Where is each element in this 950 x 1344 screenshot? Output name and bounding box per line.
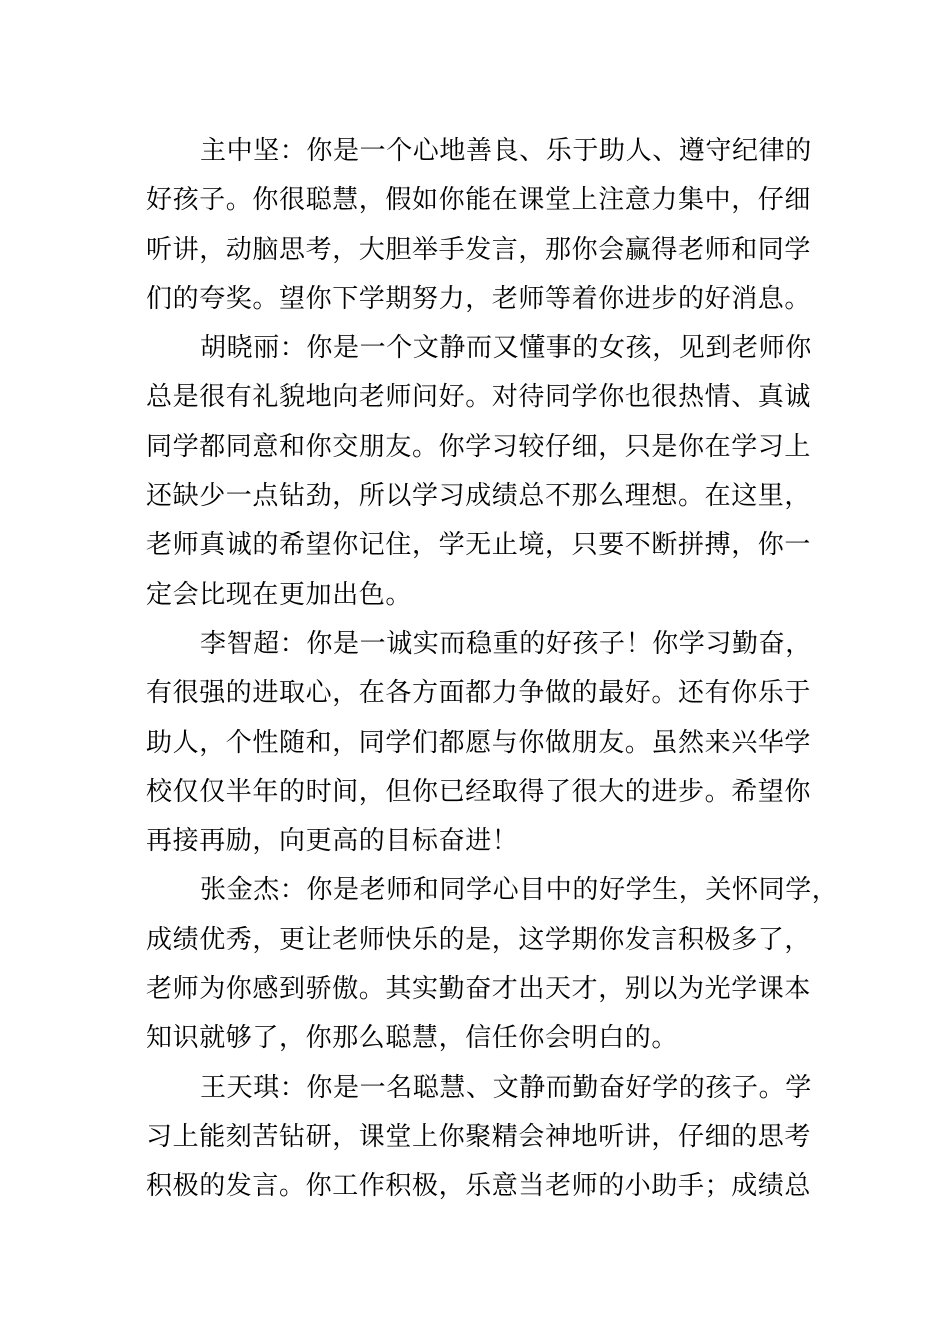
text-line: 主中坚：你是一个心地善良、乐于助人、遵守纪律的 <box>200 136 812 166</box>
text-line: 张金杰：你是老师和同学心目中的好学生，关怀同学， <box>200 875 839 906</box>
text-line: 知识就够了，你那么聪慧，信任你会明白的。 <box>146 1023 679 1054</box>
text-line: 同学都同意和你交朋友。你学习较仔细，只是你在学习上 <box>146 431 812 462</box>
paragraph-zhang-jinjie <box>146 866 839 1063</box>
paragraph-li-zhichao <box>146 620 826 866</box>
text-line: 有很强的进取心，在各方面都力争做的最好。还有你乐于 <box>146 678 812 709</box>
paragraph-wang-tianqi <box>146 1064 826 1212</box>
text-line: 老师为你感到骄傲。其实勤奋才出天才，别以为光学课本 <box>146 974 812 1005</box>
text-line: 定会比现在更加出色。 <box>146 579 413 610</box>
text-line: 再接再励，向更高的目标奋进！ <box>146 826 519 857</box>
text-line: 助人，个性随和，同学们都愿与你做朋友。虽然来兴华学 <box>146 727 812 758</box>
text-line: 胡晓丽：你是一个文静而又懂事的女孩，见到老师你 <box>200 333 812 364</box>
text-line: 听讲，动脑思考，大胆举手发言，那你会赢得老师和同学 <box>146 234 812 265</box>
text-line: 习上能刻苦钻研，课堂上你聚精会神地听讲，仔细的思考 <box>146 1121 812 1152</box>
text-line: 好孩子。你很聪慧，假如你能在课堂上注意力集中，仔细 <box>146 185 812 216</box>
text-line: 成绩优秀，更让老师快乐的是，这学期你发言积极多了， <box>146 924 812 955</box>
text-line: 王天琪：你是一名聪慧、文静而勤奋好学的孩子。学 <box>200 1072 812 1103</box>
paragraph-zhu-zhongjian <box>146 127 826 324</box>
text-line: 老师真诚的希望你记住，学无止境，只要不断拼搏，你一 <box>146 530 812 561</box>
text-line: 积极的发言。你工作积极，乐意当老师的小助手；成绩总 <box>146 1171 812 1202</box>
document-body <box>146 127 839 1212</box>
text-line: 还缺少一点钻劲，所以学习成绩总不那么理想。在这里， <box>146 481 812 512</box>
text-line: 总是很有礼貌地向老师问好。对待同学你也很热情、真诚 <box>146 382 812 413</box>
text-line: 们的夸奖。望你下学期努力，老师等着你进步的好消息。 <box>146 283 812 314</box>
paragraph-hu-xiaoli <box>146 324 826 620</box>
text-line: 李智超：你是一诚实而稳重的好孩子！你学习勤奋， <box>200 628 812 659</box>
text-line: 校仅仅半年的时间，但你已经取得了很大的进步。希望你 <box>146 776 812 807</box>
